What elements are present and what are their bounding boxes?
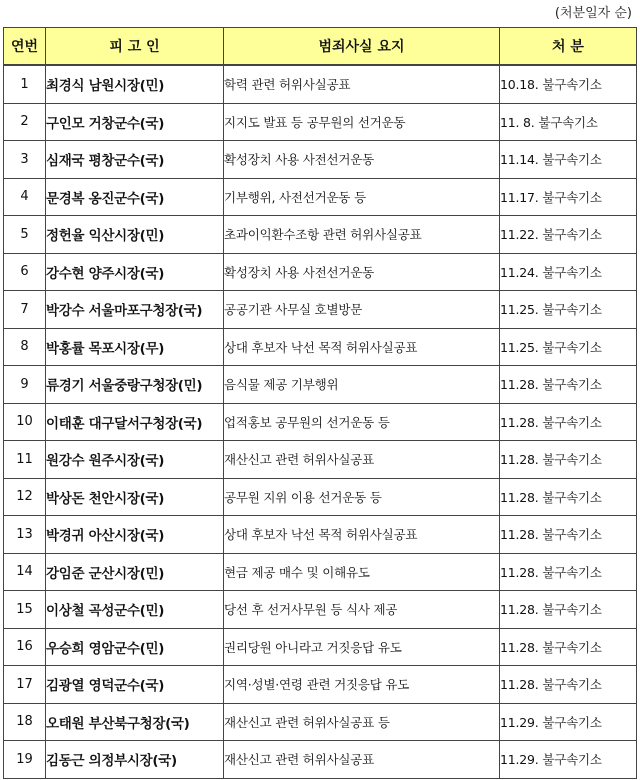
table-row — [4, 478, 637, 516]
prosecution-table — [3, 27, 637, 779]
charge-summary: 상대 후보자 낙선 목적 허위사실공표 — [224, 328, 500, 366]
charge-summary: 재산신고 관련 허위사실공표 — [224, 741, 500, 779]
defendant-name: 우승희 영암군수(민) — [46, 628, 224, 666]
table-row — [4, 328, 637, 366]
table-row — [4, 516, 637, 554]
charge-summary: 현금 제공 매수 및 이해유도 — [224, 553, 500, 591]
row-number: 14 — [4, 553, 46, 591]
charge-summary: 초과이익환수조항 관련 허위사실공표 — [224, 216, 500, 254]
defendant-name: 정헌율 익산시장(민) — [46, 216, 224, 254]
table-row — [4, 553, 637, 591]
row-number: 11 — [4, 441, 46, 479]
charge-summary: 확성장치 사용 사전선거운동 — [224, 253, 500, 291]
header-defendant: 피 고 인 — [46, 28, 224, 66]
row-number: 10 — [4, 403, 46, 441]
charge-summary: 학력 관련 허위사실공표 — [224, 65, 500, 103]
table-body — [4, 65, 637, 778]
header-action: 처 분 — [500, 28, 637, 66]
defendant-name: 류경기 서울중랑구청장(민) — [46, 366, 224, 404]
defendant-name: 오태원 부산북구청장(국) — [46, 703, 224, 741]
table-row — [4, 403, 637, 441]
charge-summary: 재산신고 관련 허위사실공표 — [224, 441, 500, 479]
table-row — [4, 141, 637, 179]
disposition: 11.29. 불구속기소 — [500, 703, 637, 741]
charge-summary: 재산신고 관련 허위사실공표 등 — [224, 703, 500, 741]
defendant-name: 이상철 곡성군수(민) — [46, 591, 224, 629]
disposition: 11.28. 불구속기소 — [500, 366, 637, 404]
row-number: 19 — [4, 741, 46, 779]
row-number: 8 — [4, 328, 46, 366]
defendant-name: 김광열 영덕군수(국) — [46, 666, 224, 704]
disposition: 11.28. 불구속기소 — [500, 403, 637, 441]
disposition: 11.28. 불구속기소 — [500, 628, 637, 666]
table-row — [4, 591, 637, 629]
defendant-name: 김동근 의정부시장(국) — [46, 741, 224, 779]
table-header-row — [4, 28, 637, 66]
defendant-name: 강수현 양주시장(국) — [46, 253, 224, 291]
defendant-name: 구인모 거창군수(국) — [46, 103, 224, 141]
defendant-name: 박홍률 목포시장(무) — [46, 328, 224, 366]
table-row — [4, 441, 637, 479]
disposition: 11.28. 불구속기소 — [500, 516, 637, 554]
defendant-name: 강임준 군산시장(민) — [46, 553, 224, 591]
defendant-name: 박강수 서울마포구청장(국) — [46, 291, 224, 329]
row-number: 18 — [4, 703, 46, 741]
disposition: 11.28. 불구속기소 — [500, 441, 637, 479]
disposition: 11.17. 불구속기소 — [500, 178, 637, 216]
disposition: 11.29. 불구속기소 — [500, 741, 637, 779]
row-number: 1 — [4, 65, 46, 103]
charge-summary: 지역·성별·연령 관련 거짓응답 유도 — [224, 666, 500, 704]
charge-summary: 공공기관 사무실 호별방문 — [224, 291, 500, 329]
table-row — [4, 178, 637, 216]
disposition: 11. 8. 불구속기소 — [500, 103, 637, 141]
row-number: 13 — [4, 516, 46, 554]
disposition: 11.25. 불구속기소 — [500, 291, 637, 329]
charge-summary: 업적홍보 공무원의 선거운동 등 — [224, 403, 500, 441]
disposition: 11.28. 불구속기소 — [500, 666, 637, 704]
row-number: 9 — [4, 366, 46, 404]
table-row — [4, 103, 637, 141]
defendant-name: 심재국 평창군수(국) — [46, 141, 224, 179]
row-number: 16 — [4, 628, 46, 666]
charge-summary: 권리당원 아니라고 거짓응답 유도 — [224, 628, 500, 666]
row-number: 6 — [4, 253, 46, 291]
table-row — [4, 216, 637, 254]
disposition: 11.24. 불구속기소 — [500, 253, 637, 291]
row-number: 5 — [4, 216, 46, 254]
disposition: 11.14. 불구속기소 — [500, 141, 637, 179]
defendant-name: 박상돈 천안시장(국) — [46, 478, 224, 516]
defendant-name: 문경복 옹진군수(국) — [46, 178, 224, 216]
table-row — [4, 741, 637, 779]
table-row — [4, 253, 637, 291]
defendant-name: 원강수 원주시장(국) — [46, 441, 224, 479]
table-row — [4, 666, 637, 704]
charge-summary: 확성장치 사용 사전선거운동 — [224, 141, 500, 179]
header-summary: 범죄사실 요지 — [224, 28, 500, 66]
row-number: 15 — [4, 591, 46, 629]
table-row — [4, 65, 637, 103]
row-number: 7 — [4, 291, 46, 329]
charge-summary: 공무원 지위 이용 선거운동 등 — [224, 478, 500, 516]
table-row — [4, 703, 637, 741]
defendant-name: 최경식 남원시장(민) — [46, 65, 224, 103]
defendant-name: 이태훈 대구달서구청장(국) — [46, 403, 224, 441]
defendant-name: 박경귀 아산시장(국) — [46, 516, 224, 554]
table-row — [4, 628, 637, 666]
header-no: 연번 — [4, 28, 46, 66]
disposition: 11.25. 불구속기소 — [500, 328, 637, 366]
charge-summary: 상대 후보자 낙선 목적 허위사실공표 — [224, 516, 500, 554]
row-number: 2 — [4, 103, 46, 141]
disposition: 11.28. 불구속기소 — [500, 591, 637, 629]
disposition: 11.28. 불구속기소 — [500, 478, 637, 516]
table-row — [4, 366, 637, 404]
row-number: 12 — [4, 478, 46, 516]
disposition: 11.22. 불구속기소 — [500, 216, 637, 254]
charge-summary: 기부행위, 사전선거운동 등 — [224, 178, 500, 216]
charge-summary: 음식물 제공 기부행위 — [224, 366, 500, 404]
charge-summary: 지지도 발표 등 공무원의 선거운동 — [224, 103, 500, 141]
table-row — [4, 291, 637, 329]
charge-summary: 당선 후 선거사무원 등 식사 제공 — [224, 591, 500, 629]
row-number: 4 — [4, 178, 46, 216]
row-number: 17 — [4, 666, 46, 704]
sort-note: (처분일자 순) — [554, 6, 632, 21]
row-number: 3 — [4, 141, 46, 179]
disposition: 10.18. 불구속기소 — [500, 65, 637, 103]
disposition: 11.28. 불구속기소 — [500, 553, 637, 591]
